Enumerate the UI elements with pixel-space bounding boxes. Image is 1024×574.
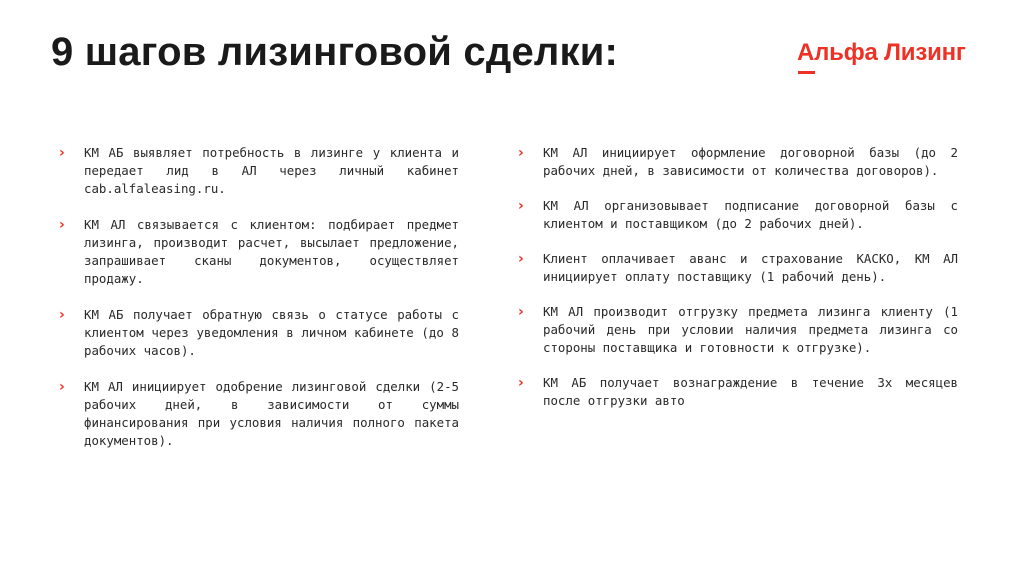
- steps-list-left: [59, 144, 459, 468]
- step-text: КМ АБ получает вознаграждение в течение 3х месяцев после отгрузки авто: [543, 375, 958, 408]
- step-text: КМ АЛ инициирует оформление договорной базы (до 2 рабочих дней, в зависимости от количества договоров).: [543, 145, 958, 178]
- chevron-right-icon: ›: [518, 304, 524, 320]
- list-item: [59, 144, 459, 198]
- step-text: КМ АЛ связывается с клиентом: подбирает предмет лизинга, производит расчет, высылает предложение, запрашивает сканы документов, осуществляет продажу.: [84, 217, 459, 286]
- chevron-right-icon: ›: [59, 307, 65, 323]
- step-text: КМ АЛ производит отгрузку предмета лизинга клиенту (1 рабочий день при условии наличия предмета лизинга со стороны поставщика и готовности к отгрузке).: [543, 304, 958, 355]
- step-text: КМ АЛ организовывает подписание договорной базы с клиентом и поставщиком (до 2 рабочих дней).: [543, 198, 958, 231]
- chevron-right-icon: ›: [59, 217, 65, 233]
- chevron-right-icon: ›: [59, 145, 65, 161]
- logo-text: Альфа Лизинг: [797, 39, 966, 66]
- list-item: [518, 303, 958, 357]
- steps-list-right: [518, 144, 958, 427]
- list-item: [518, 197, 958, 233]
- chevron-right-icon: ›: [518, 251, 524, 267]
- list-item: [59, 306, 459, 360]
- chevron-right-icon: ›: [518, 145, 524, 161]
- step-text: КМ АЛ инициирует одобрение лизинговой сделки (2-5 рабочих дней, в зависимости от суммы финансирования при условия наличия полного пакета документов).: [84, 379, 459, 448]
- list-item: [518, 250, 958, 286]
- step-text: КМ АБ выявляет потребность в лизинге у клиента и передает лид в АЛ через личный кабинет cab.alfaleasing.ru.: [84, 145, 459, 196]
- chevron-right-icon: ›: [518, 198, 524, 214]
- slide-title: 9 шагов лизинговой сделки:: [51, 30, 619, 74]
- step-text: Клиент оплачивает аванс и страхование КАСКО, КМ АЛ инициирует оплату поставщику (1 рабочий день).: [543, 251, 958, 284]
- list-item: [59, 378, 459, 450]
- list-item: [518, 144, 958, 180]
- list-item: [518, 374, 958, 410]
- list-item: [59, 216, 459, 288]
- alfa-leasing-logo: [797, 38, 997, 78]
- step-text: КМ АБ получает обратную связь о статусе работы с клиентом через уведомления в личном кабинете (до 8 рабочих часов).: [84, 307, 459, 358]
- chevron-right-icon: ›: [518, 375, 524, 391]
- chevron-right-icon: ›: [59, 379, 65, 395]
- logo-underline-mark: [798, 71, 815, 74]
